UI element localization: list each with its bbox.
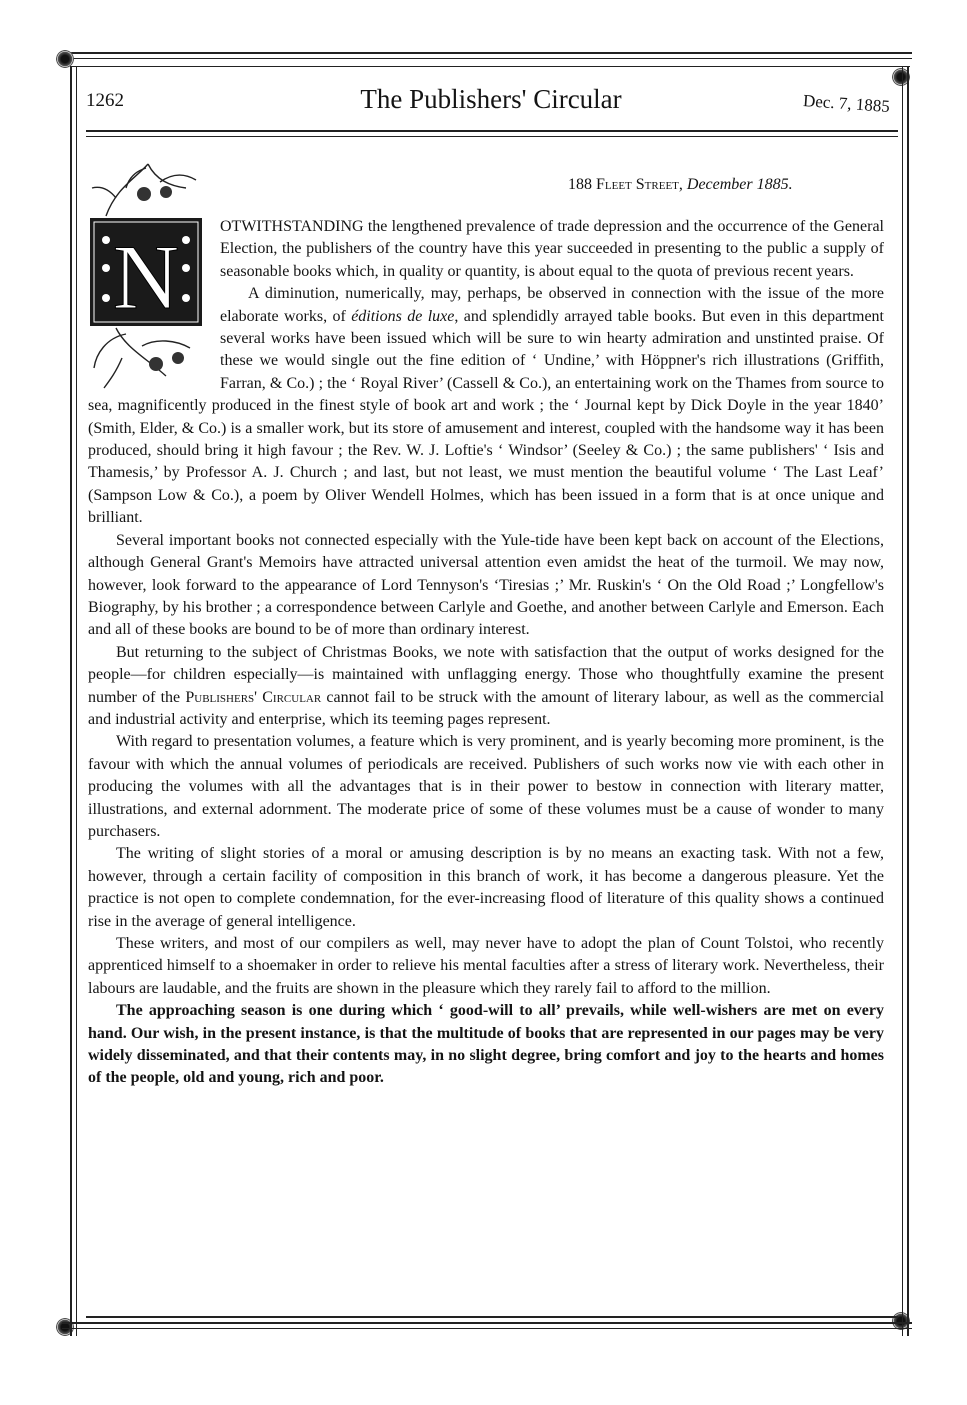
- paragraph: The approaching season is one during which ‘ good-will to all’ prevails, while well-wishers are met on every hand. Our wish, in the present instance, is that the multitude of books that are represented in our pages may be very widely disseminated, and that their contents may, in no slight degree, bring comfort and joy to the hearts and homes of the people, old and young, rich and poor.: [88, 1002, 884, 1087]
- top-border-rule-inner: [62, 58, 912, 59]
- issue-date: Dec. 7, 1885: [802, 90, 891, 117]
- page-number: 1262: [86, 90, 124, 111]
- dateline: [568, 176, 793, 194]
- right-border-rule-inner: [902, 66, 903, 1336]
- header-rule-thin: [86, 136, 898, 137]
- paragraph: A diminution, numerically, may, perhaps, be observed in connection with the issue of the more elaborate works, of éditions de luxe, and splendidly arrayed table books. But even in this department several works have been issued which will be sure to win hearty admiration and unstinted praise. Of these we would single out the fine edition of ‘ Undine,’ with Höppner's rich illustrations (Griffith, Farran, & Co.) ; the ‘ Royal River’ (Cassell & Co.), an entertaining work on the Thames from source to sea, magnificently produced in the finest style of book art and work ; the ‘ Journal kept by Dick Doyle in the year 1840’ (Smith, Elder, & Co.) is a smaller work, but its store of amusement and interest, coupled with the handsome way it has been produced, should bring it high favour ; the Rev. W. J. Loftie's ‘ Windsor’ (Seeley & Co.) ; the same publishers' ‘ Isis and Thamesis,’ by Professor A. J. Church ; and last, but not least, we must mention the beautiful volume ‘ The Last Leaf’ (Sampson Low & Co.), a poem by Oliver Wendell Holmes, which has been issued in a form that is at once unique and brilliant.: [88, 285, 884, 527]
- bottom-rule: [86, 1316, 898, 1318]
- left-border-rule: [70, 66, 72, 1336]
- top-border-rule-lower: [70, 66, 910, 67]
- paragraph: Several important books not connected especially with the Yule-tide have been kept back on account of the Elections, although General Grant's Memoirs have attracted universal attention even amidst the heat of the turmoil. We may now, however, look forward to the appearance of Lord Tennyson's ‘Tiresias ;’ Mr. Ruskin's ‘ On the Old Road ;’ Longfellow's Biography, by his brother ; a correspondence between Carlyle and Goethe, and another between Carlyle and Emerson. Each and all of these books are bound to be of more than ordinary interest.: [88, 531, 884, 639]
- bottom-border-rule-thin: [62, 1328, 912, 1329]
- paragraph: But returning to the subject of Christmas Books, we note with satisfaction that the output of works designed for the people—for children especially—is maintained with unflagging energy. Those who thoughtfully examine the present number of the Publishers' Circular cannot fail to be struck with the amount of literary labour, as well as the commercial and industrial activity and enterprise, which its teeming pages represent.: [88, 643, 885, 728]
- dateline-date: December 1885.: [686, 176, 793, 193]
- paragraph-text: OTWITHSTANDING the lengthened prevalence of trade depression and the occurrence of the General Election, the publishers of the country have this year succeeded in presenting to the public a supply of seasonable books which, in quality or quantity, is about equal to the quota of previous recent years.: [220, 218, 884, 280]
- initial-spacer: [88, 216, 220, 392]
- right-border-rule: [907, 66, 909, 1336]
- journal-title: The Publishers' Circular: [360, 84, 622, 114]
- paragraph: With regard to presentation volumes, a feature which is very prominent, and is yearly becoming more prominent, is the favour with which the annual volumes of periodicals are received. Publishers of such works now vie with each other in producing the volumes with all the advantages that is in their power to bestow in connection with literary matter, illustrations, and external adornment. The moderate price of some of these volumes must be a cause of wonder to many purchasers.: [88, 733, 884, 840]
- running-header: [86, 84, 896, 128]
- article-body: [88, 216, 884, 1090]
- left-border-rule-inner: [76, 66, 77, 1336]
- paragraph: These writers, and most of our compilers as well, may never have to adopt the plan of Count Tolstoi, who recently apprenticed himself to a shoemaker in order to relieve his mental faculties after a stress of literary work. Nevertheless, their labours are laudable, and the fruits are shown in the pleasure which they rarely fail to afford to the million.: [88, 935, 884, 997]
- header-rule: [86, 130, 898, 132]
- paragraph: The writing of slight stories of a moral or amusing description is by no means an exacting task. With not a few, however, through a certain facility of composition in this branch of work, it has become a dangerous pleasure. Yet the practice is not open to complete condemnation, for the ever-increasing flood of literature of this quality shows a continued rise in the average of general intelligence.: [88, 845, 884, 930]
- top-border-rule: [62, 52, 912, 54]
- dateline-place: 188 Fleet Street,: [568, 176, 683, 193]
- bottom-border-rule: [62, 1322, 912, 1324]
- initial-letter: N: [112, 226, 180, 328]
